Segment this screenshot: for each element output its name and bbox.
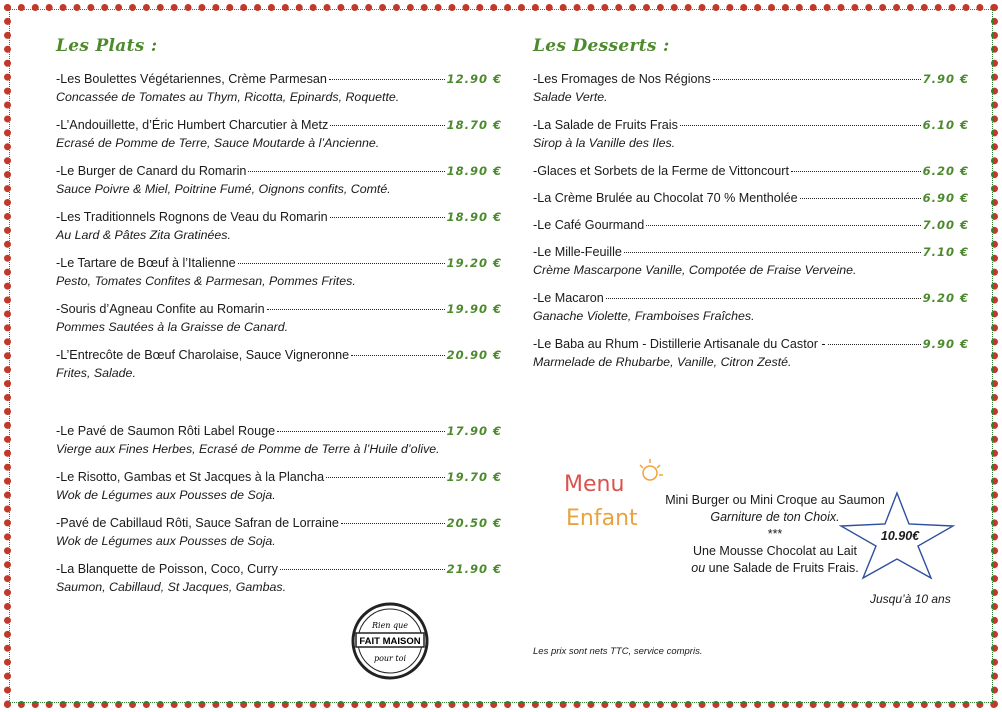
menu-item-line (56, 208, 502, 226)
menu-item (533, 335, 969, 372)
menu-item-name: -Le Mille-Feuille (533, 245, 622, 259)
menu-item-name: -Le Café Gourmand (533, 218, 645, 232)
menu-item (56, 116, 502, 153)
menu-item-name: -Le Baba au Rhum - Distillerie Artisanale du Castor - (533, 337, 826, 351)
menu-item-line (533, 216, 969, 234)
menu-item-price: 7.90 € (922, 72, 969, 86)
dot-leader (791, 171, 921, 172)
menu-item-name: -Le Macaron (533, 291, 604, 305)
menu-item-name: -L’Andouillette, d’Éric Humbert Charcutier à Metz (56, 118, 329, 132)
menu-item-description: Ecrasé de Pomme de Terre, Sauce Moutarde à l’Ancienne. (56, 136, 380, 150)
menu-item-name: -La Crème Brulée au Chocolat 70 % Mentholée (533, 191, 798, 205)
menu-item-price: 12.90 € (446, 72, 502, 86)
dot-leader (329, 79, 445, 80)
menu-item-line (56, 468, 502, 486)
menu-item-description: Marmelade de Rhubarbe, Vanille, Citron Zesté. (533, 355, 792, 369)
menu-item-description: Salade Verte. (533, 90, 608, 104)
desserts-list (533, 70, 969, 372)
menu-item-description: Vierge aux Fines Herbes, Ecrasé de Pomme de Terre à l’Huile d’olive. (56, 442, 440, 456)
kids-menu-price: 10.90€ (880, 529, 920, 543)
badge-bottom-text: pour toi (373, 654, 407, 663)
menu-item-price: 7.10 € (922, 245, 969, 259)
menu-enfant-logo (560, 455, 664, 541)
menu-item (56, 300, 502, 337)
menu-item (56, 254, 502, 291)
menu-item-description: Sauce Poivre & Miel, Poitrine Fumé, Oignons confits, Comté. (56, 182, 391, 196)
menu-item-line (533, 335, 969, 353)
sun-icon (640, 459, 663, 480)
badge-main-text: FAIT MAISON (359, 636, 421, 647)
kids-age-limit: Jusqu’à 10 ans (870, 592, 951, 606)
menu-item-name: -Les Traditionnels Rognons de Veau du Romarin (56, 210, 328, 224)
dot-leader (341, 523, 445, 524)
plats-section (56, 36, 502, 606)
menu-item (56, 208, 502, 245)
menu-item-line (56, 346, 502, 364)
dot-leader (646, 225, 920, 226)
dot-leader (248, 171, 444, 172)
menu-item-price: 9.20 € (922, 291, 969, 305)
dot-leader (713, 79, 921, 80)
dot-leader (624, 252, 921, 253)
badge-top-text: Rien que (371, 621, 409, 630)
logo-word-menu: Menu (564, 472, 625, 497)
menu-item (533, 162, 969, 180)
menu-item-price: 20.90 € (446, 348, 502, 362)
kids-line-2: Garniture de ton Choix. (710, 510, 840, 524)
menu-item-price: 17.90 € (446, 424, 502, 438)
menu-item-name: -Les Fromages de Nos Régions (533, 72, 711, 86)
menu-item-line (533, 289, 969, 307)
menu-item (533, 216, 969, 234)
menu-item-line (56, 560, 502, 578)
menu-item-price: 6.10 € (922, 118, 969, 132)
dot-leader (351, 355, 445, 356)
menu-item-line (533, 162, 969, 180)
dot-leader (330, 217, 445, 218)
menu-item (533, 189, 969, 207)
menu-item-description: Ganache Violette, Framboises Fraîches. (533, 309, 755, 323)
kids-line-1: Mini Burger ou Mini Croque au Saumon (665, 493, 885, 507)
plats-title: Les Plats : (56, 36, 158, 56)
menu-item (56, 162, 502, 199)
menu-item-price: 19.70 € (446, 470, 502, 484)
menu-item-line (533, 189, 969, 207)
menu-item-name: -La Salade de Fruits Frais (533, 118, 678, 132)
dot-leader (800, 198, 921, 199)
menu-item (533, 116, 969, 153)
menu-item-name: -L’Entrecôte de Bœuf Charolaise, Sauce Vigneronne (56, 348, 350, 362)
fait-maison-badge (350, 601, 430, 681)
menu-item-line (56, 422, 502, 440)
menu-item-line (533, 116, 969, 134)
menu-item (56, 346, 502, 383)
menu-item-description: Frites, Salade. (56, 366, 136, 380)
menu-item-description: Wok de Légumes aux Pousses de Soja. (56, 488, 276, 502)
menu-item-line (533, 243, 969, 261)
kids-line-4-prefix: ou (691, 561, 706, 575)
menu-item-name: -Le Tartare de Bœuf à l’Italienne (56, 256, 236, 270)
menu-item-name: -La Blanquette de Poisson, Coco, Curry (56, 562, 278, 576)
menu-item-description: Saumon, Cabillaud, St Jacques, Gambas. (56, 580, 287, 594)
dot-leader (680, 125, 921, 126)
menu-item (533, 289, 969, 326)
menu-item-line (56, 70, 502, 88)
logo-word-enfant: Enfant (566, 506, 638, 531)
menu-item-price: 21.90 € (446, 562, 502, 576)
menu-item (533, 243, 969, 280)
menu-item-price: 20.50 € (446, 516, 502, 530)
menu-item-description: Au Lard & Pâtes Zita Gratinées. (56, 228, 231, 242)
menu-item-description: Sirop à la Vanille des Iles. (533, 136, 676, 150)
dot-leader (280, 569, 445, 570)
kids-separator: *** (767, 527, 783, 541)
price-footnote: Les prix sont nets TTC, service compris. (533, 646, 703, 657)
menu-item (56, 560, 502, 597)
dot-leader (606, 298, 921, 299)
menu-item-description: Wok de Légumes aux Pousses de Soja. (56, 534, 276, 548)
menu-item-name: -Le Burger de Canard du Romarin (56, 164, 247, 178)
menu-item-price: 18.70 € (446, 118, 502, 132)
section-gap (56, 392, 502, 422)
kids-line-4-rest: une Salade de Fruits Frais. (705, 561, 859, 575)
menu-item-price: 6.20 € (922, 164, 969, 178)
menu-item (56, 422, 502, 459)
menu-item-line (56, 162, 502, 180)
menu-item-name: -Pavé de Cabillaud Rôti, Sauce Safran de Lorraine (56, 516, 339, 530)
menu-item-price: 9.90 € (922, 337, 969, 351)
menu-item-price: 19.20 € (446, 256, 502, 270)
desserts-section (533, 36, 969, 381)
menu-item-price: 19.90 € (446, 302, 502, 316)
dot-leader (828, 344, 921, 345)
dot-leader (267, 309, 445, 310)
kids-line-3: Une Mousse Chocolat au Lait (693, 544, 857, 558)
menu-item (56, 70, 502, 107)
menu-item-name: -Les Boulettes Végétariennes, Crème Parmesan (56, 72, 327, 86)
menu-item-price: 6.90 € (922, 191, 969, 205)
menu-item (56, 468, 502, 505)
dot-leader (330, 125, 444, 126)
menu-item-price: 18.90 € (446, 210, 502, 224)
dot-leader (277, 431, 444, 432)
menu-item-description: Pommes Sautées à la Graisse de Canard. (56, 320, 289, 334)
menu-item-name: -Le Risotto, Gambas et St Jacques à la Plancha (56, 470, 325, 484)
menu-item-line (56, 514, 502, 532)
menu-item-price: 7.00 € (922, 218, 969, 232)
menu-item-line (533, 70, 969, 88)
dot-leader (238, 263, 445, 264)
menu-item-line (56, 300, 502, 318)
menu-item-price: 18.90 € (446, 164, 502, 178)
menu-item (56, 514, 502, 551)
menu-item-name: -Souris d’Agneau Confite au Romarin (56, 302, 265, 316)
menu-item (533, 70, 969, 107)
menu-item-description: Pesto, Tomates Confites & Parmesan, Pommes Frites. (56, 274, 356, 288)
menu-item-description: Crème Mascarpone Vanille, Compotée de Fraise Verveine. (533, 263, 857, 277)
menu-item-description: Concassée de Tomates au Thym, Ricotta, Epinards, Roquette. (56, 90, 400, 104)
plats-list (56, 70, 502, 383)
desserts-title: Les Desserts : (533, 36, 670, 56)
menu-item-line (56, 254, 502, 272)
menu-item-name: -Le Pavé de Saumon Rôti Label Rouge (56, 424, 276, 438)
fish-list (56, 422, 502, 597)
menu-item-name: -Glaces et Sorbets de la Ferme de Vittoncourt (533, 164, 789, 178)
dot-leader (326, 477, 445, 478)
menu-item-line (56, 116, 502, 134)
